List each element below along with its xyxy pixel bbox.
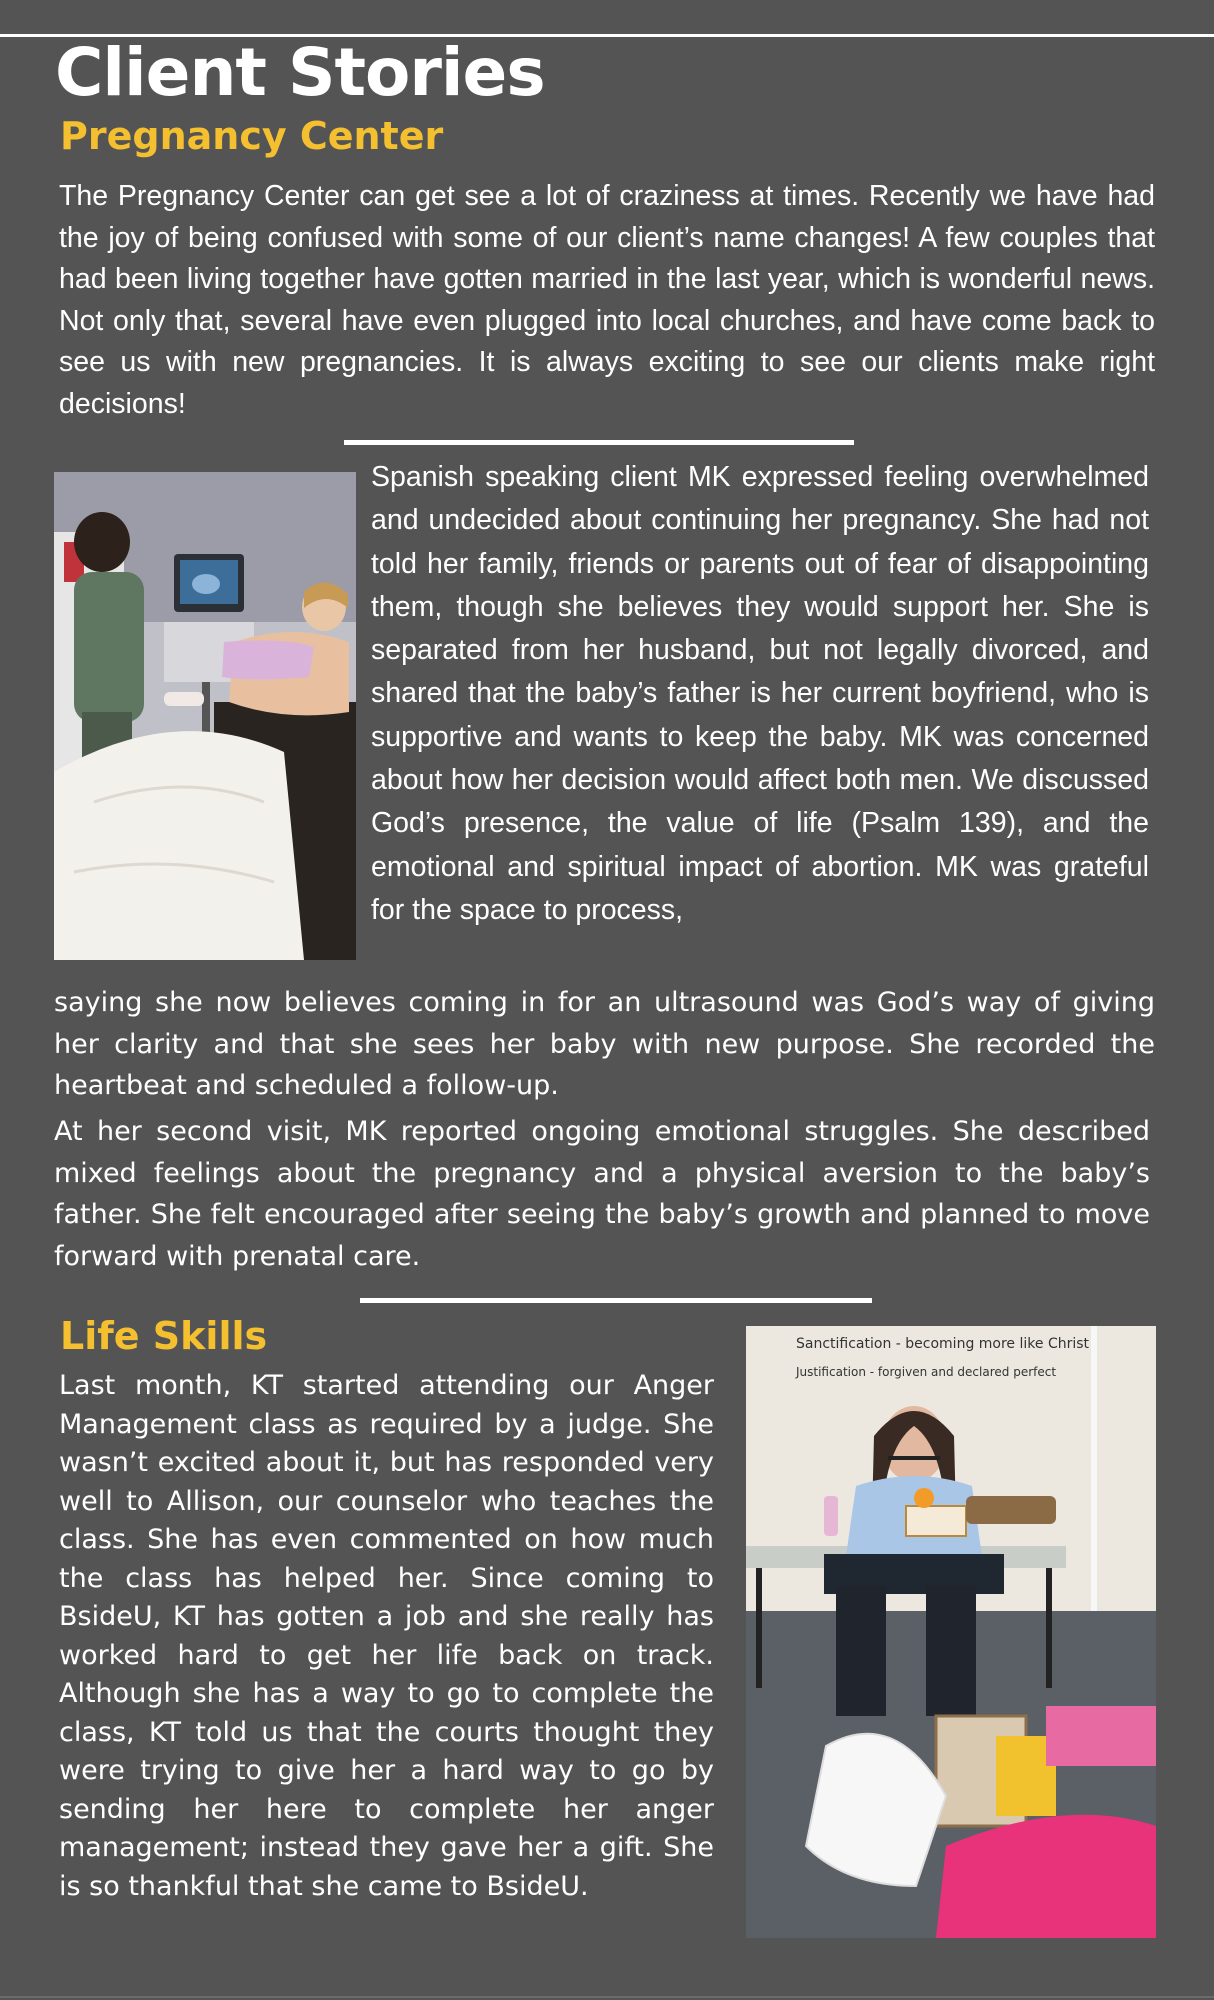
classroom-photo xyxy=(746,1326,1156,1938)
life-skills-story: Last month, KT started attending our Anger Management class as required by a judge. She wasn’t excited about it, but has responded very well to Allison, our counselor who teaches the class. She has even commented on how much the class has helped her. Since coming to BsideU, KT has gotten a job and she really has worked hard to get her life back on track. Although she has a way to go to complete the class, KT told us that the courts thought they were trying to give her a hard way to go by sending her here to complete her anger management; instead they gave her a gift. She is so thankful that she came to BsideU. xyxy=(59,1370,714,1902)
pregnancy-center-heading: Pregnancy Center xyxy=(60,114,444,158)
mk-story-part2: saying she now believes coming in for an ultrasound was God’s way of giving her clarity and that she sees her baby with new purpose. She recorded the heartbeat and scheduled a follow-up. xyxy=(54,987,1155,1101)
section-divider xyxy=(344,440,854,445)
ultrasound-photo xyxy=(54,472,356,960)
bottom-rule xyxy=(0,1996,1214,1998)
pregnancy-intro-text: The Pregnancy Center can get see a lot of craziness at times. Recently we have had the joy of being confused with some of our client’s name changes! A few couples that had been living together have gotten married in the last year, which is wonderful news. Not only that, several have even plugged into local churches, and have come back to see us with new pregnancies. It is always exciting to see our clients make right decisions! xyxy=(59,180,1155,420)
mk-story-part3: At her second visit, MK reported ongoing emotional struggles. She described mixed feelings about the pregnancy and a physical aversion to the baby’s father. She felt encouraged after seeing the baby’s growth and planned to move forward with prenatal care. xyxy=(54,1116,1150,1272)
mk-story-part1: Spanish speaking client MK expressed feeling overwhelmed and undecided about continuing her pregnancy. She had not told her family, friends or parents out of fear of disappointing them, though she believes they would support her. She is separated from her husband, but not legally divorced, and shared that the baby’s father is her current boyfriend, who is supportive and wants to keep the baby. MK was concerned about how her decision would affect both men. We discussed God’s presence, the value of life (Psalm 139), and the emotional and spiritual impact of abortion. MK was grateful for the space to process, xyxy=(371,461,1149,926)
page-title: Client Stories xyxy=(55,34,545,111)
section-divider-2 xyxy=(360,1298,872,1303)
whiteboard-text-1: Sanctification - becoming more like Christ xyxy=(796,1336,1090,1352)
whiteboard-text-2: Justification - forgiven and declared perfect xyxy=(796,1365,1057,1379)
life-skills-heading: Life Skills xyxy=(60,1314,268,1358)
